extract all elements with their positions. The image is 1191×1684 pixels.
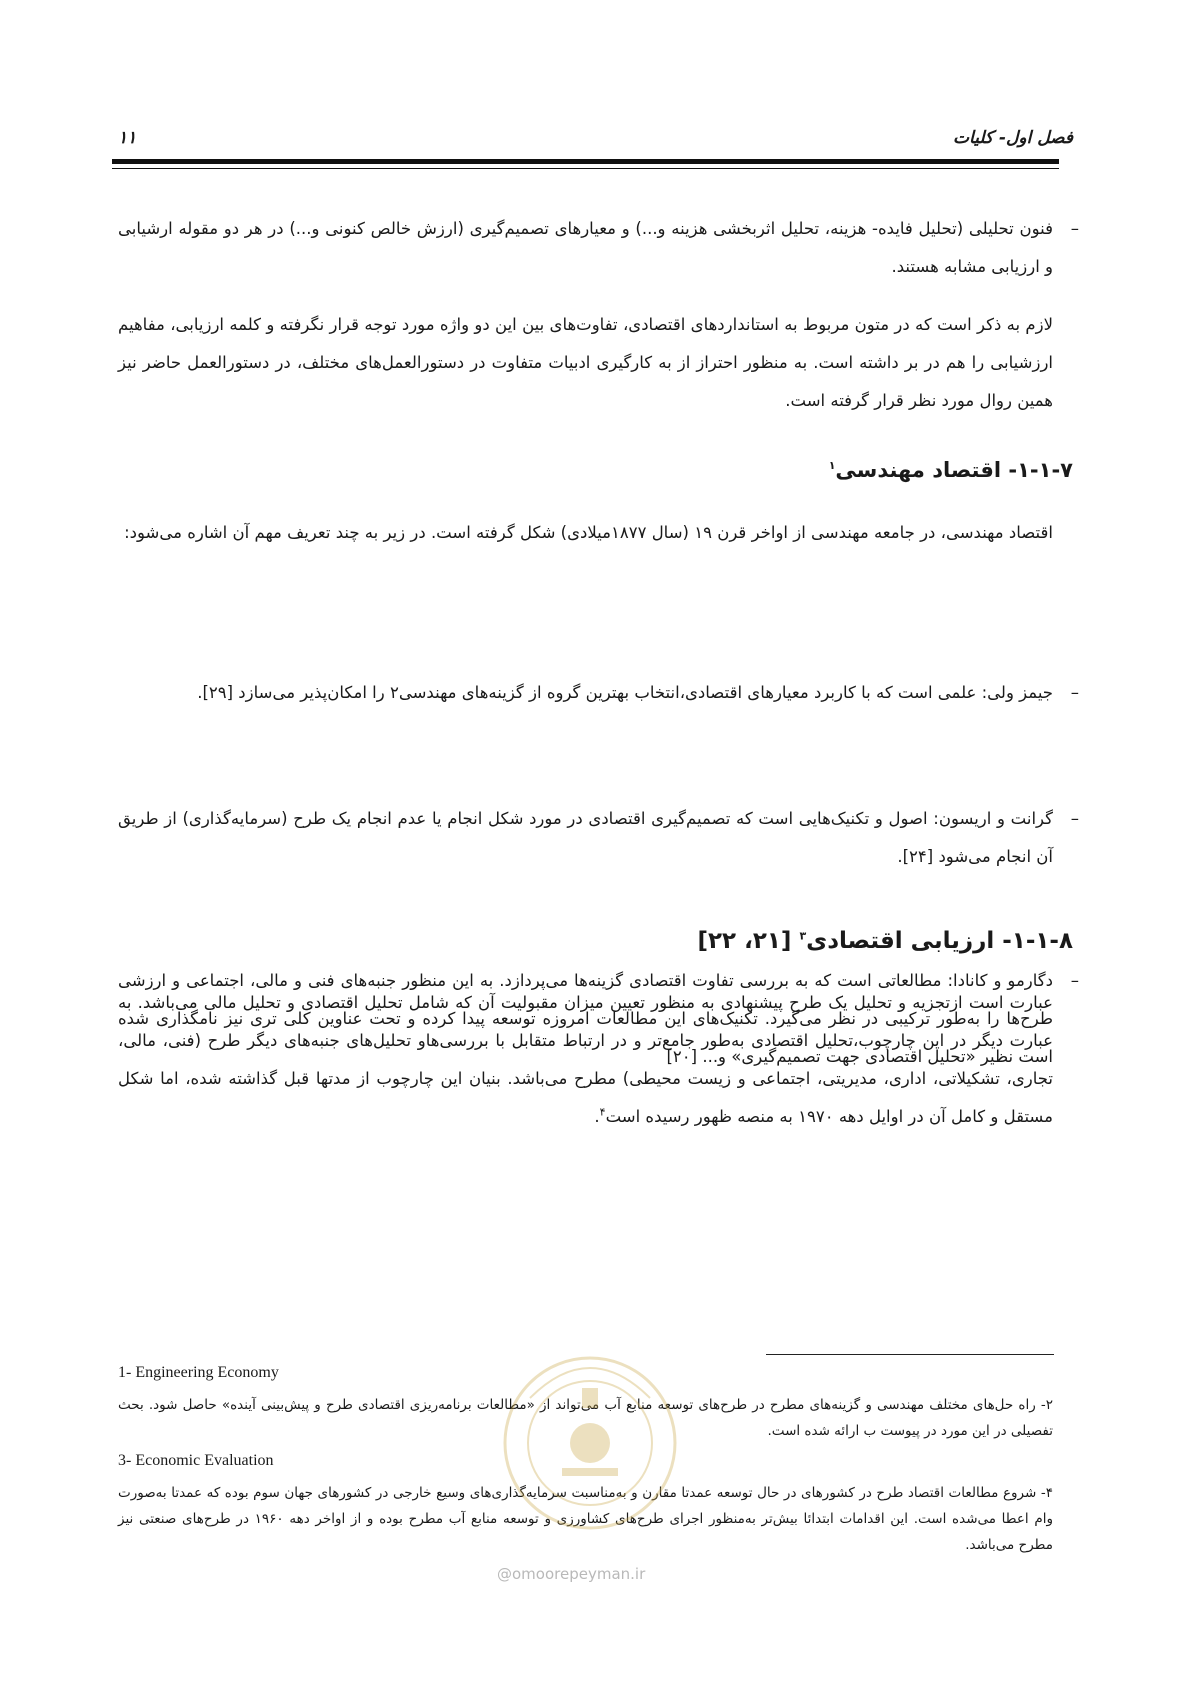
bullet-analysis-techniques bbox=[118, 210, 1081, 286]
bullet-dash: – bbox=[1070, 219, 1079, 238]
footnote-marker: ۳ bbox=[799, 929, 807, 943]
bullet-dash: – bbox=[1070, 809, 1079, 828]
bullet-text: گرانت و اریسون: اصول و تکنیک‌هایی است که تصمیم‌گیری اقتصادی در مورد شکل انجام یا عدم انجام یک طرح (سرمایه‌گذاری) از طریق آن انجام می‌شود [۲۴]. bbox=[118, 809, 1053, 866]
footnote-1: 1- Engineering Economy bbox=[118, 1364, 279, 1381]
paragraph-economic-evaluation bbox=[118, 984, 1053, 1136]
watermark-url bbox=[497, 1565, 645, 1583]
footnote-3: 3- Economic Evaluation bbox=[118, 1452, 274, 1469]
page-number: ۱۱ bbox=[118, 128, 137, 148]
bullet-james-wiley bbox=[118, 674, 1081, 712]
paragraph-terminology: لازم به ذکر است که در متون مربوط به استانداردهای اقتصادی، تفاوت‌های بین این دو واژه مورد توجه قرار نگرفته و کلمه ارزیابی، مفاهیم ارزشیابی را هم در بر داشته است. به منظور احتراز از به کارگیری ادبیات متفاوت در دستورالعمل‌های مختلف، در دستورالعمل حاضر نیز همین روال مورد نظر قرار گرفته است. bbox=[118, 315, 1053, 410]
paragraph-text: عبارت است ازتجزیه و تحلیل یک طرح پیشنهادی به منظور تعیین میزان مقبولیت آن که شامل تحلیل اقتصادی و تحلیل مالی می‌باشد. به عبارت دیگر در این چارچوب،تحلیل اقتصادی به‌طور جامع‌تر و در ارتباط متقابل با بررسی‌هاو تحلیل‌های جنبه‌های دیگر طرح (فنی، مالی، تجاری، تشکیلاتی، اداری، مدیریتی، اجتماعی و زیست محیطی) مطرح می‌باشد. بنیان این چارچوب از مدتها قبل گذاشته شده، اما شکل مستقل و کامل آن در اوایل دهه ۱۹۷۰ به منصه ظهور رسیده است bbox=[118, 993, 1053, 1126]
footnote-marker: ۴ bbox=[599, 1105, 606, 1119]
chapter-title: فصل اول- کلیات bbox=[953, 128, 1073, 148]
section-heading-economic-evaluation bbox=[697, 928, 1073, 954]
footnote-separator bbox=[766, 1354, 1054, 1355]
header-rule-thick bbox=[112, 159, 1059, 164]
footnote-marker: ۱ bbox=[828, 459, 836, 472]
bullet-text: دگارمو و کانادا: مطالعاتی است که به بررسی تفاوت اقتصادی گزینه‌ها می‌پردازد. به این منظور جنبه‌های فنی و مالی، اجتماعی و ارزشی طرح‌ها را به‌طور ترکیبی در نظر می‌گیرد. تکنیک‌های این مطالعات امروزه توسعه پیدا کرده و تحت عناوین کلی تری نیز نامگذاری شده است نظیر «تحلیل اقتصادی جهت تصمیم‌گیری» و... [۲۰] bbox=[118, 971, 1053, 1066]
heading-text: ۱-۱-۸- ارزیابی اقتصادی bbox=[806, 928, 1073, 954]
header-rule-thin bbox=[112, 168, 1059, 169]
bullet-text: فنون تحلیلی (تحلیل فایده- هزینه، تحلیل اثربخشی هزینه و...) و معیارهای تصمیم‌گیری (ارزش خالص کنونی و...) در هر دو مقوله ارشیابی و ارزیابی مشابه هستند. bbox=[118, 219, 1053, 276]
bullet-text: جیمز ولی: علمی است که با کاربرد معیارهای اقتصادی،انتخاب بهترین گروه از گزینه‌های مهندسی۲ را امکان‌پذیر می‌سازد [۲۹]. bbox=[197, 683, 1053, 702]
bullet-dash: – bbox=[1070, 683, 1079, 702]
bullet-grant-ireson bbox=[118, 800, 1081, 876]
footnote-4: ۴- شروع مطالعات اقتصاد طرح در کشورهای در حال توسعه عمدتا مقارن و به‌مناسبت سرمایه‌گذاری‌های وسیع خارجی در کشورهای جهان سوم بوده که عمدتا به‌صورت وام اعطا می‌شده است. این اقدامات ابتدائا بیش‌تر به‌منظور اجرای طرح‌های کشاورزی و توسعه منابع آب مطرح بوده و از اواخر دهه ۱۹۶۰ در طرح‌های صنعتی نیز مطرح می‌باشد. bbox=[118, 1485, 1053, 1553]
heading-references: [۲۱، ۲۲] bbox=[697, 928, 792, 954]
section-heading-engineering-economy bbox=[829, 458, 1073, 482]
watermark-url-text: omoorepeyman.ir bbox=[512, 1565, 646, 1583]
paragraph-end: . bbox=[594, 1107, 600, 1126]
paragraph-definitions-intro: اقتصاد مهندسی، در جامعه مهندسی از اواخر قرن ۱۹ (سال ۱۸۷۷میلادی) شکل گرفته است. در زیر به چند تعریف مهم آن اشاره می‌شود: bbox=[124, 523, 1053, 542]
bullet-dash: – bbox=[1070, 971, 1079, 990]
heading-text: ۱-۱-۷- اقتصاد مهندسی bbox=[835, 458, 1073, 482]
footnote-2: ۲- راه حل‌های مختلف مهندسی و گزینه‌های مطرح در طرح‌های توسعه منابع آب می‌تواند از «مطالعات برنامه‌ریزی اقتصادی طرح و پیش‌بینی آینده» حاصل شود. بحث تفصیلی در این مورد در پیوست ب ارائه شده است. bbox=[118, 1397, 1053, 1439]
at-icon: @ bbox=[497, 1565, 512, 1583]
